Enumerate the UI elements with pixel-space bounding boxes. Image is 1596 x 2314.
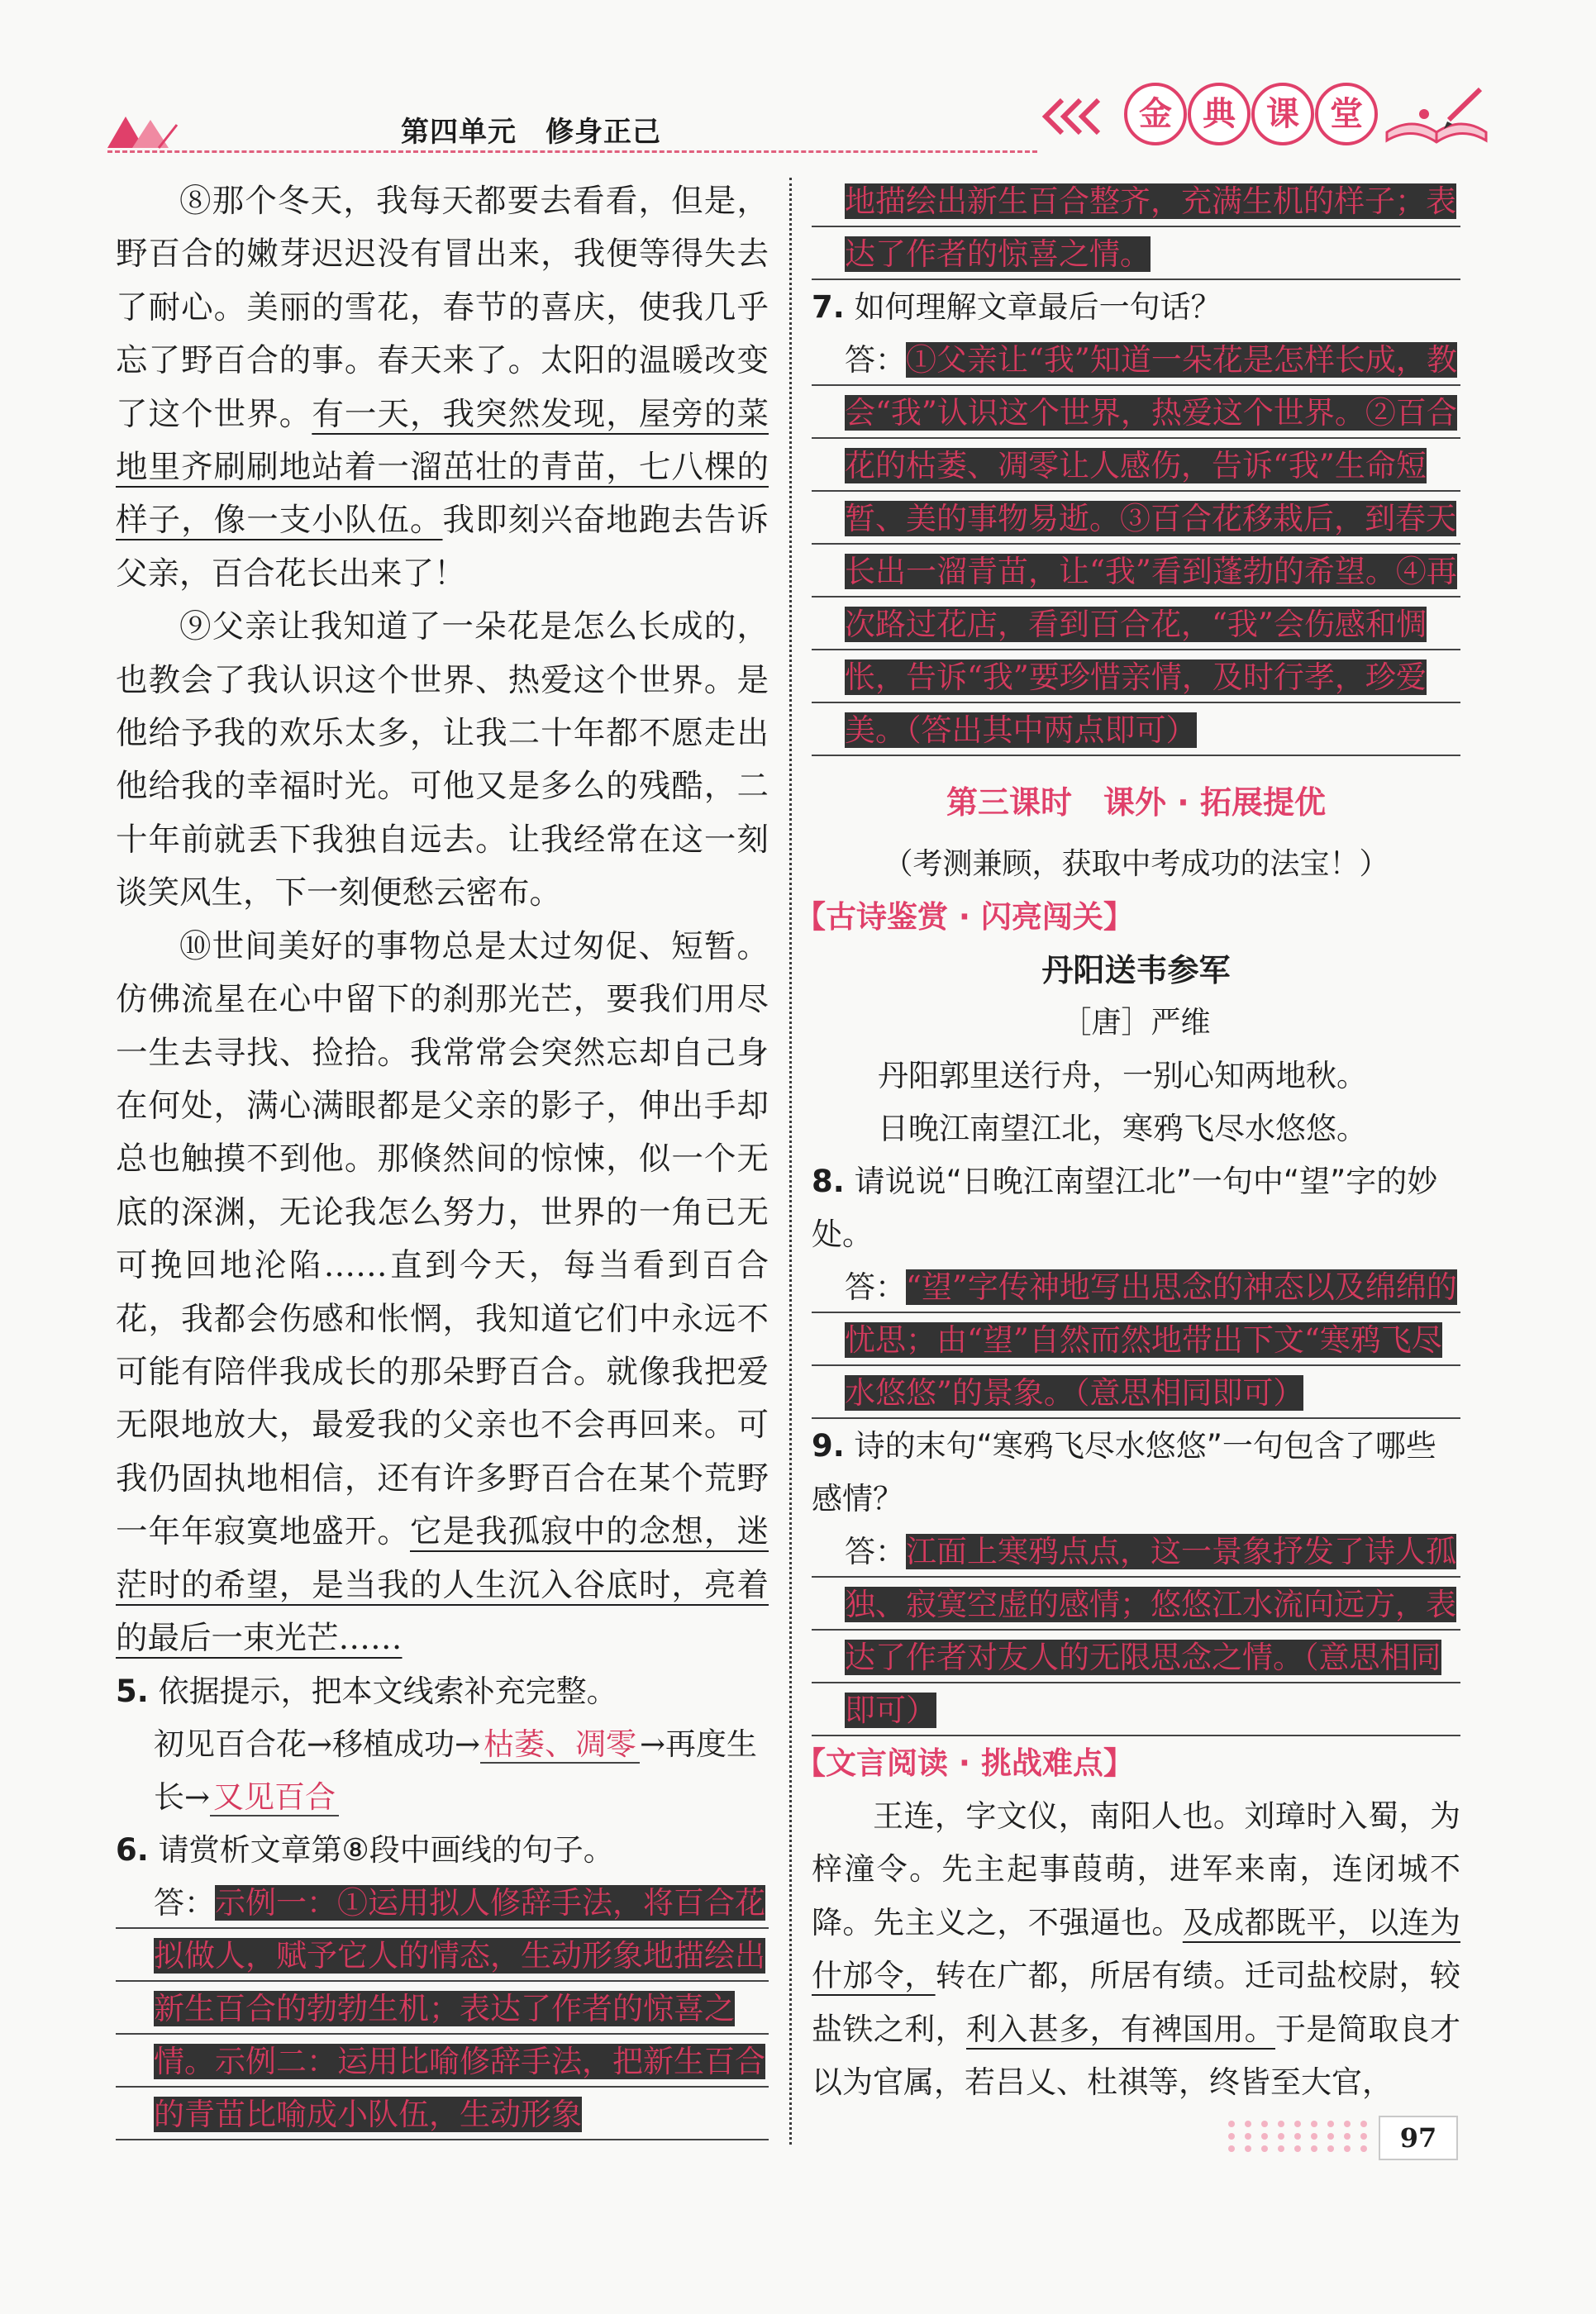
lesson-title: 第三课时 课外 · 拓展提优 (946, 784, 1326, 821)
paragraph-10-text: ⑩世间美好的事物总是太过匆促、短暂。仿佛流星在心中留下的刹那光芒，要我们用尽一生去寻找、捡拾。我常常会突然忘却自己身在何处，满心满眼都是父亲的影子，伸出手却总也触摸不到他。那倏然间的惊悚，似一个无底的深渊，无论我怎么努力，世界的一角已无可挽回地沦陷……直到今天，每当看到百合花，我都会伤感和怅惘，我知道它们中永远不可能有陪伴我成长的那朵野百合。就像我把爱无限地放大，最爱我的父亲也不会再回来。可我仍固执地相信，还有许多野百合在某个荒野一年年寂寞地盛开。 (116, 927, 769, 1551)
section-classical: 【文言阅读 · 挑战难点】 (795, 1745, 1134, 1781)
classical-text-3: 于是简取良才以为官属，若吕乂、杜祺等，终皆至大官， (812, 2011, 1460, 2101)
answer-label: 答： (845, 1269, 906, 1305)
question-9 (812, 1420, 1460, 1526)
lesson-tagline: （考测兼顾，获取中考成功的法宝！） (883, 847, 1389, 881)
paragraph-8-text: ⑧那个冬天，我每天都要去看看，但是，野百合的嫩芽迟迟没有冒出来，我便等得失去了耐心。美丽的雪花，春节的喜庆，使我几乎忘了野百合的事。春天来了。太阳的温暖改变了这个世界。 (116, 183, 769, 433)
paragraph-10 (116, 921, 769, 1666)
chain-step-1: 初见百合花 (154, 1726, 307, 1763)
column-divider (789, 178, 792, 2145)
question-7-answer (812, 334, 1460, 757)
question-8-answer-text: “望”字传神地写出思念的神态以及绵绵的忧思；由“望”自然而然地带出下文“寒鸦飞尽水悠悠”的景象。（意思相同即可） (845, 1269, 1457, 1411)
question-9-answer-text: 江面上寒鸦点点，这一景象抒发了诗人孤独、寂寞空虚的感情；悠悠江水流向远方，表达了作者对友人的无限思念之情。（意思相同即可） (845, 1534, 1456, 1728)
chain-blank-2: 又见百合 (210, 1779, 339, 1816)
question-6-answer (116, 1877, 769, 2141)
classical-underlined-1: 及成都既平，以连为什邡令， (812, 1904, 1461, 1994)
brand-char-4: 堂 (1315, 83, 1378, 145)
chain-arrow-3: → (640, 1726, 666, 1763)
chain-arrow-1: → (307, 1726, 333, 1763)
page-number: 97 (1379, 2116, 1458, 2160)
left-column (116, 175, 769, 2141)
question-5 (116, 1665, 769, 1718)
answer-label: 答： (154, 1885, 215, 1921)
classical-passage (812, 1790, 1460, 2109)
poem-title: 丹阳送韦参军 (1041, 952, 1231, 988)
question-9-number: 9. (812, 1428, 845, 1464)
chain-arrow-2: → (455, 1726, 481, 1763)
paragraph-8-text-end: 我即刻兴奋地跑去告诉父亲，百合花长出来了！ (116, 502, 769, 593)
question-7-answer-text: ①父亲让“我”知道一朵花是怎样长成，教会“我”认识这个世界，热爱这个世界。②百合花的枯萎、凋零让人感伤，告诉“我”生命短暂、美的事物易逝。③百合花移栽后，到春天长出一溜青苗，让“我”看到蓬勃的希望。④再次路过花店，看到百合花，“我”会伤感和惆怅，告诉“我”要珍惜亲情，及时行孝，珍爱美。（答出其中两点即可） (845, 342, 1457, 748)
answer-label: 答： (845, 1534, 906, 1569)
section-poetry: 【古诗鉴赏 · 闪亮闯关】 (795, 899, 1134, 935)
paragraph-9: ⑨父亲让我知道了一朵花是怎么长成的，也教会了我认识这个世界、热爱这个世界。是他给予我的欢乐太多，让我二十年都不愿走出他给我的幸福时光。可他又是多么的残酷，二十年前就丢下我独自远去。让我经常在这一刻谈笑风生，下一刻便愁云密布。 (116, 608, 769, 912)
question-9-answer (812, 1526, 1460, 1737)
brand-char-2: 典 (1188, 83, 1251, 145)
classical-underlined-2: 利入甚多，有裨国用。 (966, 2011, 1275, 2047)
question-7-number: 7. (812, 289, 845, 325)
question-9-text: 诗的末句“寒鸦飞尽水悠悠”一句包含了哪些感情？ (812, 1428, 1436, 1516)
question-5-text: 依据提示，把本文线索补充完整。 (158, 1674, 617, 1710)
question-5-chain (116, 1718, 769, 1824)
answer-label: 答： (845, 342, 906, 378)
chain-blank-1: 枯萎、凋零 (480, 1726, 640, 1764)
unit-title: 第四单元 修身正己 (401, 116, 661, 149)
question-8-number: 8. (812, 1164, 845, 1199)
question-7 (812, 281, 1460, 334)
classical-text-1: 王连，字文仪，南阳人也。刘璋时入蜀，为梓潼令。先主起事葭萌，进军来南，连闭城不降。先主义之，不强逼也。 (812, 1798, 1460, 1940)
paragraph-10-underlined: 它是我孤寂中的念想，迷茫时的希望，是当我的人生沉入谷底时，亮着的最后一束光芒…… (116, 1513, 769, 1657)
decorative-dots-icon (1223, 2116, 1372, 2157)
chain-arrow-4: → (184, 1779, 211, 1816)
question-6 (116, 1824, 769, 1877)
question-7-text: 如何理解文章最后一句话？ (854, 289, 1222, 325)
question-6-number: 6. (116, 1832, 149, 1869)
paragraph-8-underlined: 有一天，我突然发现，屋旁的菜地里齐刷刷地站着一溜茁壮的青苗，七八棵的样子，像一支小队伍。 (116, 395, 769, 540)
question-6-answer-continued-text: 地描绘出新生百合整齐，充满生机的样子；表达了作者的惊喜之情。 (845, 183, 1456, 272)
question-6-answer-continued (812, 175, 1460, 281)
open-book-pencil-icon (1383, 83, 1490, 149)
classical-text-2: 转在广都，所居有绩。迁司盐校尉，较盐铁之利， (812, 1958, 1461, 2047)
chevron-arrows-icon (1037, 96, 1112, 137)
paragraph-8 (116, 175, 769, 601)
question-8 (812, 1155, 1460, 1261)
question-5-number: 5. (116, 1674, 149, 1710)
brand-char-1: 金 (1124, 83, 1187, 145)
question-8-text: 请说说“日晚江南望江北”一句中“望”字的妙处。 (812, 1164, 1438, 1252)
chain-step-2: 移植成功 (332, 1726, 455, 1763)
question-8-answer (812, 1261, 1460, 1420)
chain-step-3: 再度生长 (154, 1726, 758, 1816)
poem-author: ［唐］严维 (1061, 1006, 1211, 1040)
right-column (795, 175, 1461, 2109)
poem-line-1: 丹阳郭里送行舟，一别心知两地秋。 (878, 1058, 1367, 1093)
header-triangles-icon (107, 112, 182, 149)
header-divider (107, 150, 1037, 153)
question-6-answer-text: 示例一：①运用拟人修辞手法，将百合花拟做人，赋予它人的情态，生动形象地描绘出新生百合的勃勃生机；表达了作者的惊喜之情。示例二：运用比喻修辞手法，把新生百合的青苗比喻成小队伍，生动形象 (154, 1885, 765, 2133)
question-6-text: 请赏析文章第⑧段中画线的句子。 (158, 1832, 614, 1869)
poem-line-2: 日晚江南望江北，寒鸦飞尽水悠悠。 (878, 1111, 1367, 1146)
brand-char-3: 课 (1251, 83, 1314, 145)
